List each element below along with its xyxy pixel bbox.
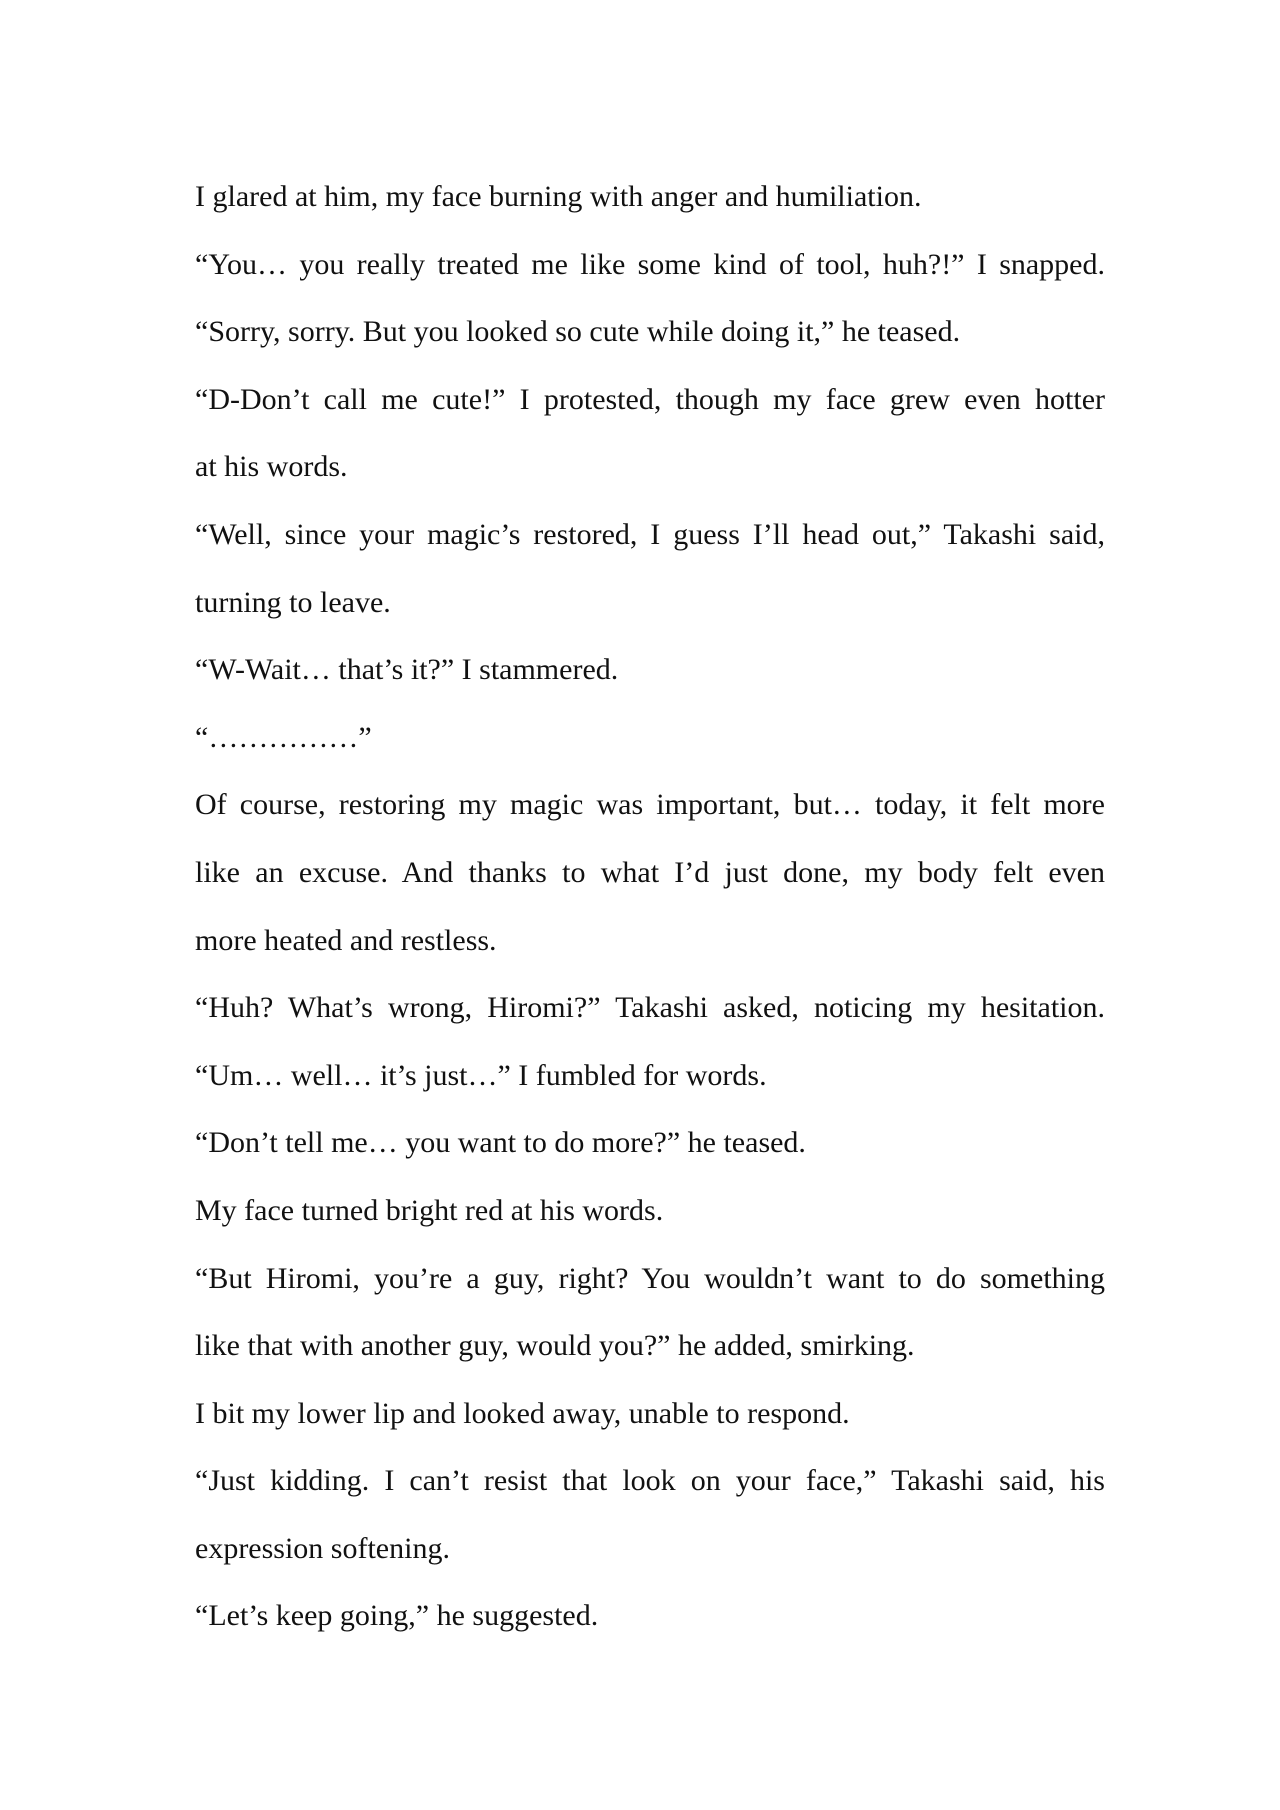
text-line: “Don’t tell me… you want to do more?” he teased.	[195, 1126, 806, 1160]
text-line: Of course, restoring my magic was important, but… today, it felt more	[195, 788, 1105, 822]
text-line: at his words.	[195, 450, 348, 484]
text-line: expression softening.	[195, 1531, 450, 1565]
text-line: My face turned bright red at his words.	[195, 1193, 664, 1227]
text-line: like that with another guy, would you?” he added, smirking.	[195, 1329, 915, 1363]
text-line: “W-Wait… that’s it?” I stammered.	[195, 653, 619, 687]
text-line: turning to leave.	[195, 585, 391, 619]
text-line: I glared at him, my face burning with anger and humiliation.	[195, 180, 922, 213]
text-line: “Well, since your magic’s restored, I guess I’ll head out,” Takashi said,	[195, 517, 1105, 551]
text-line: more heated and restless.	[195, 923, 497, 957]
text-line: “Let’s keep going,” he suggested.	[195, 1599, 599, 1633]
text-line: “Just kidding. I can’t resist that look on your face,” Takashi said, his	[195, 1464, 1105, 1498]
text-line: “D-Don’t call me cute!” I protested, though my face grew even hotter	[195, 382, 1105, 416]
text-line: “……………”	[195, 720, 372, 754]
text-line: “Sorry, sorry. But you looked so cute while doing it,” he teased.	[195, 315, 961, 349]
text-line: “Huh? What’s wrong, Hiromi?” Takashi asked, noticing my hesitation.	[195, 991, 1105, 1025]
text-line: I bit my lower lip and looked away, unable to respond.	[195, 1396, 850, 1430]
text-line: “You… you really treated me like some kind of tool, huh?!” I snapped.	[195, 247, 1105, 281]
text-line: like an excuse. And thanks to what I’d just done, my body felt even	[195, 855, 1105, 889]
text-line: “Um… well… it’s just…” I fumbled for words.	[195, 1058, 767, 1092]
body-text	[195, 163, 1105, 1650]
text-line: “But Hiromi, you’re a guy, right? You wouldn’t want to do something	[195, 1261, 1105, 1295]
